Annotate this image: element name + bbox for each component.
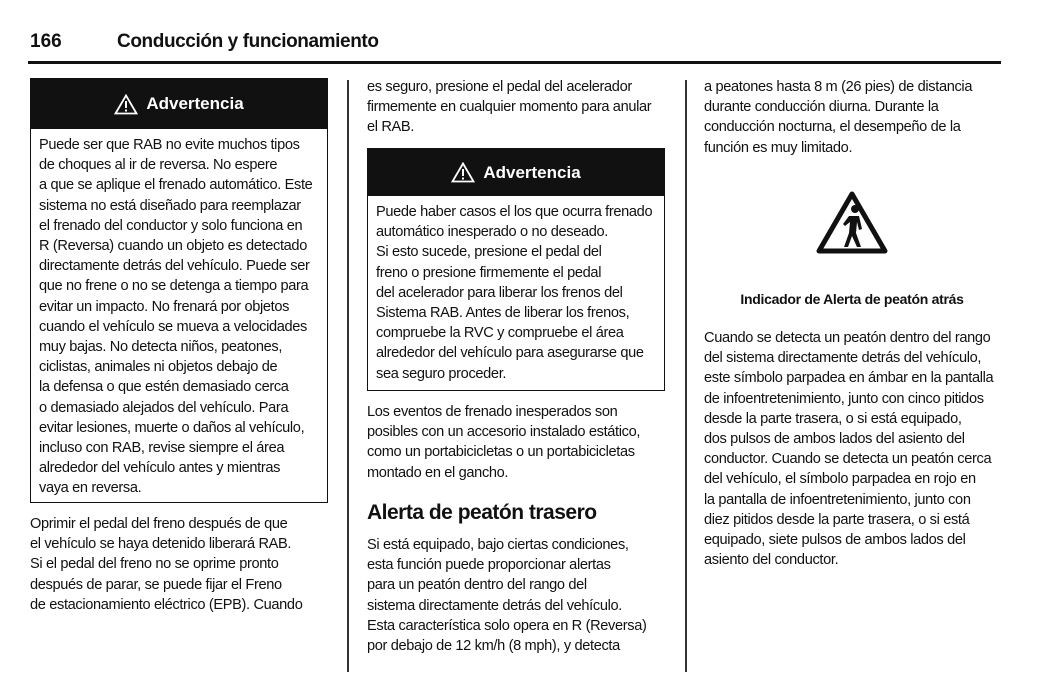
header-rule (28, 61, 1001, 64)
warning-body (368, 196, 664, 384)
text-line: durante conducción diurna. Durante la (704, 99, 939, 116)
paragraph (30, 514, 302, 615)
text-line: de infoentretenimiento, junto con cinco pitidos (704, 390, 984, 407)
text-line: firmemente en cualquier momento para anular (367, 99, 652, 116)
pedestrian-warning-icon (815, 189, 889, 257)
paragraph (367, 402, 640, 483)
text-line: ciclistas, animales ni objetos debajo de (39, 359, 278, 376)
text-line: asiento del conductor. (704, 552, 839, 569)
text-line: evitar un impacto. No frenará por objetos (39, 298, 290, 315)
text-line: Si el pedal del freno no se oprime pronto (30, 556, 279, 573)
text-line: muy bajas. No detecta niños, peatones, (39, 339, 283, 356)
page-number: 166 (30, 31, 62, 52)
warning-box (30, 78, 328, 503)
text-line: del sistema directamente detrás del vehículo, (704, 350, 982, 367)
text-line: la defensa o que estén demasiado cerca (39, 379, 289, 396)
text-line: conducción nocturna, el desempeño de la (704, 119, 961, 136)
figure-caption: Indicador de Alerta de peatón atrás (740, 291, 964, 307)
text-line: alrededor del vehículo antes y mientras (39, 460, 281, 477)
paragraph (367, 535, 647, 656)
text-line: Si está equipado, bajo ciertas condiciones, (367, 537, 629, 553)
warning-header (368, 149, 664, 196)
text-line: es seguro, presione el pedal del acelerador (367, 79, 632, 95)
warning-box (367, 148, 665, 391)
text-line: diez pitidos desde la parte trasera, o si está (704, 511, 970, 528)
text-line: Sistema RAB. Antes de liberar los frenos, (376, 305, 630, 322)
text-line: el RAB. (367, 119, 415, 136)
text-line: alrededor del vehículo para asegurarse que (376, 345, 644, 362)
text-line: sistema directamente detrás del vehículo. (367, 597, 622, 614)
text-line: desde la parte trasera, o si está equipado, (704, 410, 962, 427)
text-line: la pantalla de infoentretenimiento, junto con (704, 491, 971, 508)
warning-triangle-icon (451, 162, 475, 183)
text-line: freno o presione firmemente el pedal (376, 264, 602, 281)
text-line: el vehículo se haya detenido liberará RAB. (30, 536, 292, 553)
warning-header (31, 79, 327, 129)
column-divider (347, 80, 349, 672)
text-line: conductor. Cuando se detecta un peatón cerca (704, 451, 992, 468)
section-heading: Alerta de peatón trasero (367, 501, 597, 524)
text-line: posibles con un accesorio instalado estático, (367, 424, 641, 441)
text-line: de estacionamiento eléctrico (EPB). Cuando (30, 596, 303, 613)
text-line: o demasiado alejados del vehículo. Para (39, 399, 289, 416)
text-line: sistema no está diseñado para reemplazar (39, 197, 301, 214)
paragraph (704, 328, 993, 570)
paragraph (367, 77, 651, 138)
text-line: dos pulsos de ambos lados del asiento del (704, 431, 965, 448)
text-line: Oprimir el pedal del freno después de que (30, 516, 288, 532)
section-title: Conducción y funcionamiento (117, 31, 379, 52)
text-line: automático inesperado o no deseado. (376, 224, 608, 241)
text-line: equipado, siete pulsos de ambos lados del (704, 532, 966, 549)
text-line: del vehículo, el símbolo parpadea en rojo en (704, 471, 976, 488)
warning-title: Advertencia (146, 94, 244, 113)
text-line: el frenado del conductor y solo funciona en (39, 217, 303, 234)
text-line: directamente detrás del vehículo. Puede ser (39, 258, 310, 275)
paragraph (704, 77, 972, 158)
text-line: evitar lesiones, muerte o daños al vehículo, (39, 419, 305, 436)
text-line: a que se aplique el frenado automático. Este (39, 177, 313, 194)
text-line: sea seguro proceder. (376, 365, 507, 382)
text-line: por debajo de 12 km/h (8 mph), y detecta (367, 638, 620, 655)
text-line: Puede haber casos el los que ocurra frenado (376, 204, 653, 220)
text-line: a peatones hasta 8 m (26 pies) de distancia (704, 79, 973, 95)
text-line: después de parar, se puede fijar el Freno (30, 576, 282, 593)
text-line: R (Reversa) cuando un objeto es detectado (39, 238, 307, 255)
text-line: que no frene o no se detenga a tiempo para (39, 278, 309, 295)
warning-title: Advertencia (483, 162, 581, 182)
warning-body (31, 129, 327, 499)
text-line: compruebe la RVC y compruebe el área (376, 325, 624, 342)
column-divider (685, 80, 687, 672)
text-line: este símbolo parpadea en ámbar en la pantalla (704, 370, 994, 387)
text-line: del acelerador para liberar los frenos del (376, 284, 623, 301)
text-line: cuando el vehículo se mueva a velocidades (39, 318, 307, 335)
text-line: incluso con RAB, revise siempre el área (39, 440, 285, 457)
text-line: Cuando se detecta un peatón dentro del rango (704, 330, 991, 346)
text-line: Los eventos de frenado inesperados son (367, 404, 618, 420)
warning-triangle-icon (114, 94, 138, 115)
text-line: para un peatón dentro del rango del (367, 577, 587, 594)
text-line: de choques al ir de reversa. No espere (39, 157, 278, 174)
text-line: vaya en reversa. (39, 480, 142, 497)
text-line: Puede ser que RAB no evite muchos tipos (39, 137, 300, 153)
text-line: montado en el gancho. (367, 464, 509, 481)
text-line: esta función puede proporcionar alertas (367, 557, 611, 574)
text-line: función es muy limitado. (704, 139, 853, 156)
text-line: Si esto sucede, presione el pedal del (376, 244, 602, 261)
text-line: Esta característica solo opera en R (Reversa) (367, 617, 647, 634)
text-line: como un portabicicletas o un portabicicletas (367, 444, 635, 461)
